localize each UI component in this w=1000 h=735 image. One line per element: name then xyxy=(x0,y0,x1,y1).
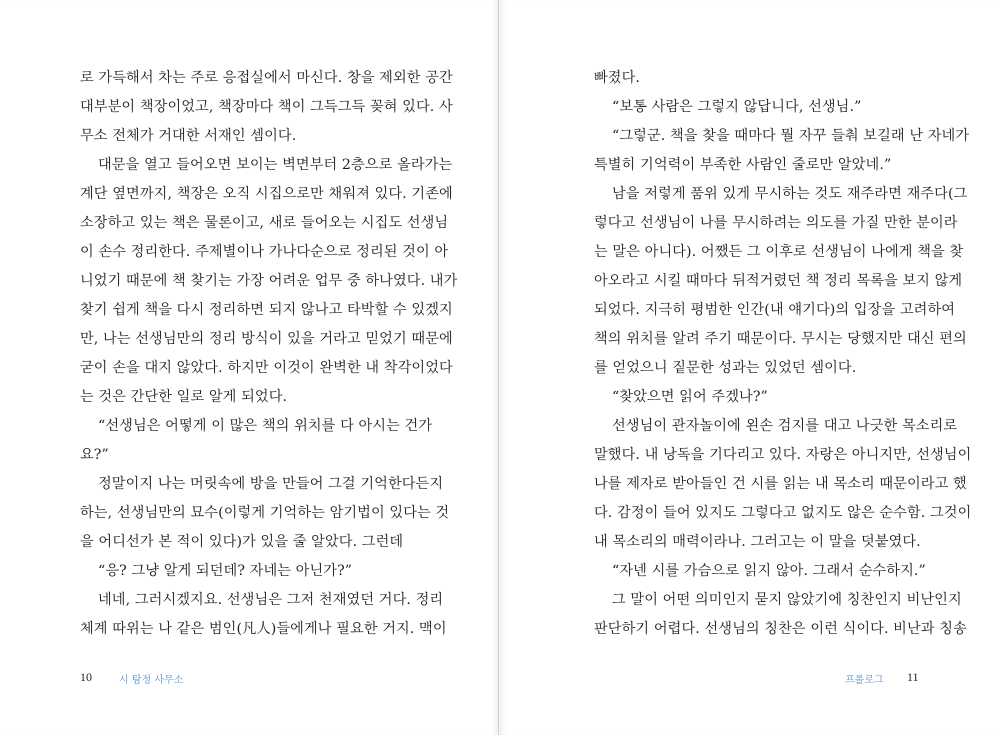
text-line: 체계 따위는 나 같은 범인(凡人)들에게나 필요한 거지. 맥이 xyxy=(80,621,447,637)
text-line: 만, 나는 선생님만의 정리 방식이 있을 거라고 믿었기 때문에 xyxy=(80,331,453,347)
text-line: 책의 위치를 알려 주기 때문이다. 무시는 당했지만 대신 편의 xyxy=(594,331,967,347)
text-line: “보통 사람은 그렇지 않답니다, 선생님.” xyxy=(612,99,862,115)
left-page-number: 10 xyxy=(80,670,92,684)
text-line: 는 말은 아니다). 어쨌든 그 이후로 선생님이 나에게 책을 찾 xyxy=(594,244,964,260)
text-line: 무소 전체가 거대한 서재인 셈이다. xyxy=(80,128,297,144)
right-page-body xyxy=(594,64,972,644)
text-line: 나를 제자로 받아들인 건 시를 읽는 내 목소리 때문이라고 했 xyxy=(594,476,967,492)
text-line: 선생님이 관자놀이에 왼손 검지를 대고 나긋한 목소리로 xyxy=(612,418,958,434)
text-line: 찾기 쉽게 책을 다시 정리하면 되지 않나고 타박할 수 있겠지 xyxy=(80,302,453,318)
text-line: “찾았으면 읽어 주겠나?” xyxy=(612,389,768,405)
text-line: 하는, 선생님만의 묘수(이렇게 기억하는 암기법이 있다는 것 xyxy=(80,505,450,521)
text-line: 말했다. 내 낭독을 기다리고 있다. 자랑은 아니지만, 선생님이 xyxy=(594,447,972,463)
text-line: 요?” xyxy=(80,447,109,463)
right-page-number: 11 xyxy=(907,670,919,684)
text-line: 는 것은 간단한 일로 알게 되었다. xyxy=(80,389,288,405)
text-line: 다. 감정이 들어 있지도 그렇다고 없지도 않은 순수함. 그것이 xyxy=(594,505,972,521)
text-line: 계단 옆면까지, 책장은 오직 시집으로만 채워져 있다. 기존에 xyxy=(80,186,453,202)
text-line: 대부분이 책장이었고, 책장마다 책이 그득그득 꽂혀 있다. 사 xyxy=(80,99,453,115)
text-line: 네네, 그러시겠지요. 선생님은 그저 천재였던 거다. 정리 xyxy=(98,592,444,608)
text-line: “자넨 시를 가슴으로 읽지 않아. 그래서 순수하지.” xyxy=(612,563,926,579)
right-page xyxy=(500,0,1000,735)
text-line: “응? 그냥 알게 되던데? 자네는 아닌가?” xyxy=(98,563,353,579)
left-page-body xyxy=(80,64,458,644)
text-line: “선생님은 어떻게 이 많은 책의 위치를 다 아시는 건가 xyxy=(98,418,433,434)
text-line: 내 목소리의 매력이라나. 그러고는 이 말을 덧붙였다. xyxy=(594,534,921,550)
text-line: 판단하기 어렵다. 선생님의 칭찬은 이런 식이다. 비난과 칭송 xyxy=(594,621,967,637)
text-line: 렇다고 선생님이 나를 무시하려는 의도를 가질 만한 분이라 xyxy=(594,215,958,231)
right-running-head: 프롤로그 xyxy=(845,675,884,686)
text-line: 대문을 열고 들어오면 보이는 벽면부터 2층으로 올라가는 xyxy=(98,157,453,173)
text-line: 빠졌다. xyxy=(594,70,641,86)
text-line: 그 말이 어떤 의미인지 묻지 않았기에 칭찬인지 비난인지 xyxy=(612,592,962,608)
text-line: 아오라고 시킬 때마다 뒤적거렸던 책 정리 목록을 보지 않게 xyxy=(594,273,963,289)
text-line: 굳이 손을 대지 않았다. 하지만 이것이 완벽한 내 착각이었다 xyxy=(80,360,453,376)
text-line: 이 손수 정리한다. 주제별이나 가나다순으로 정리된 것이 아 xyxy=(80,244,449,260)
text-line: 니었기 때문에 책 찾기는 가장 어려운 업무 중 하나였다. 내가 xyxy=(80,273,458,289)
text-line: 남을 저렇게 품위 있게 무시하는 것도 재주라면 재주다(그 xyxy=(612,186,968,202)
left-page xyxy=(0,0,499,735)
text-line: 를 얻었으니 짙문한 성과는 있었던 셈이다. xyxy=(594,360,857,376)
text-line: 을 어디선가 본 적이 있다)가 있을 줄 알았다. 그런데 xyxy=(80,534,404,550)
text-line: 특별히 기억력이 부족한 사람인 줄로만 알았네.” xyxy=(594,157,892,173)
text-line: 로 가득해서 차는 주로 응접실에서 마신다. 창을 제외한 공간 xyxy=(80,70,453,86)
text-line: 정말이지 나는 머릿속에 방을 만들어 그걸 기억한다든지 xyxy=(98,476,444,492)
left-running-head: 시 탐정 사무소 xyxy=(119,675,184,686)
text-line: 소장하고 있는 책은 물론이고, 새로 들어오는 시집도 선생님 xyxy=(80,215,449,231)
text-line: 되었다. 지극히 평범한 인간(내 얘기다)의 입장을 고려하여 xyxy=(594,302,956,318)
text-line: “그렇군. 책을 찾을 때마다 뭘 자꾸 들춰 보길래 난 자네가 xyxy=(612,128,970,144)
